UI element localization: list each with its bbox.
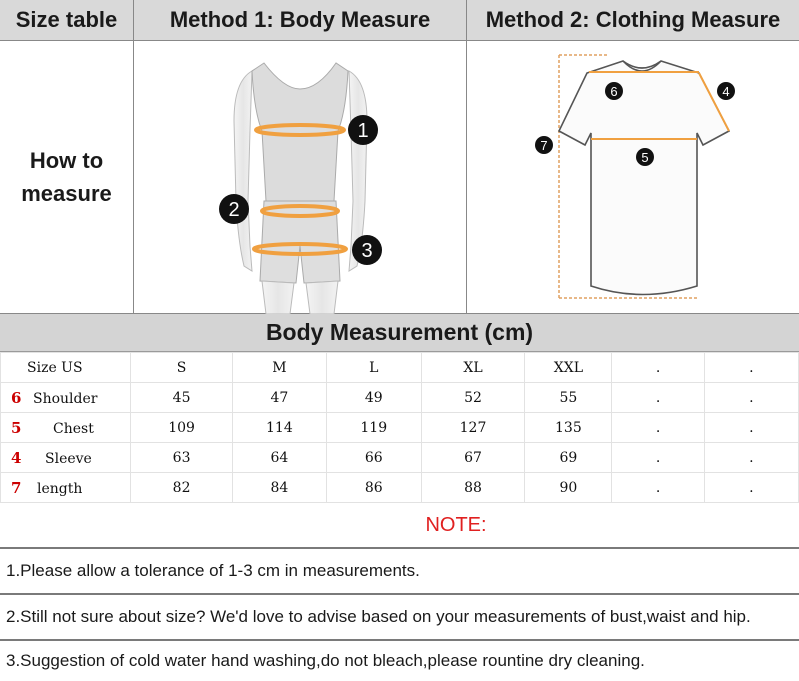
table-cell: . (612, 443, 704, 473)
note-title-area (0, 505, 799, 545)
clothing-measure-illustration (467, 41, 799, 314)
table-row (1, 413, 799, 443)
table-cell: 49 (326, 383, 421, 413)
row-label: Chest (53, 420, 94, 437)
table-cell: 127 (421, 413, 525, 443)
marker-6 (605, 82, 623, 100)
marker-4 (717, 82, 735, 100)
table-cell: 84 (232, 473, 326, 503)
note-text-3: 3.Suggestion of cold water hand washing,do not bleach,please rountine dry cleaning. (6, 651, 645, 670)
size-extra-header-1: . (612, 353, 704, 383)
svg-text:7: 7 (540, 138, 548, 153)
table-cell: 86 (326, 473, 421, 503)
shirt-figure-svg (467, 41, 799, 314)
svg-text:4: 4 (722, 84, 730, 99)
row-label: Shoulder (33, 390, 98, 407)
table-row (1, 443, 799, 473)
size-m-header: M (232, 353, 326, 383)
table-cell: 88 (421, 473, 525, 503)
method1-header (134, 0, 467, 41)
table-row (1, 383, 799, 413)
table-cell: 119 (326, 413, 421, 443)
row-number: 6 (11, 388, 22, 407)
marker-2 (219, 194, 249, 224)
table-cell: 114 (232, 413, 326, 443)
row-number: 7 (11, 478, 22, 497)
svg-text:2: 2 (228, 199, 240, 221)
table-cell: 69 (525, 443, 612, 473)
size-table-header (0, 0, 134, 41)
header-size-table-label: Size table (15, 7, 118, 32)
svg-text:3: 3 (361, 240, 373, 262)
table-row (1, 473, 799, 503)
row-number: 5 (11, 418, 22, 437)
size-us-header: Size US (1, 353, 131, 383)
svg-text:1: 1 (357, 120, 369, 142)
size-xl-header: XL (421, 353, 525, 383)
how-to-line2: measure (21, 181, 112, 206)
size-xxl-header: XXL (525, 353, 612, 383)
body-figure-svg (134, 41, 467, 314)
table-cell: 109 (131, 413, 233, 443)
note-text-1: 1.Please allow a tolerance of 1-3 cm in measurements. (6, 561, 420, 580)
body-measurement-title-bar (0, 314, 799, 352)
row-label: Sleeve (45, 450, 92, 467)
header-method2-label: Method 2: Clothing Measure (485, 7, 781, 32)
table-cell: 64 (232, 443, 326, 473)
row-number: 4 (11, 448, 22, 467)
row-label: length (37, 480, 83, 497)
table-cell: 63 (131, 443, 233, 473)
table-cell: . (704, 473, 798, 503)
table-cell: 135 (525, 413, 612, 443)
body-measure-illustration (134, 41, 467, 314)
table-cell: 66 (326, 443, 421, 473)
table-cell: 55 (525, 383, 612, 413)
table-cell: 90 (525, 473, 612, 503)
note-line-3 (0, 639, 799, 681)
marker-5 (636, 148, 654, 166)
table-cell: . (612, 413, 704, 443)
note-line-2 (0, 593, 799, 639)
marker-3 (352, 235, 382, 265)
tshirt-outline (559, 61, 729, 295)
method2-header (467, 0, 799, 41)
right-leg-shape (306, 281, 338, 314)
table-cell: . (612, 473, 704, 503)
size-table (0, 352, 799, 503)
table-cell: . (704, 383, 798, 413)
table-cell: 52 (421, 383, 525, 413)
size-table-header-row (1, 353, 799, 383)
size-extra-header-2: . (704, 353, 798, 383)
size-l-header: L (326, 353, 421, 383)
table-cell: . (704, 443, 798, 473)
marker-7 (535, 136, 553, 154)
how-to-measure-cell (0, 41, 134, 314)
how-to-line1: How to (29, 148, 104, 173)
left-leg-shape (262, 281, 294, 314)
marker-1 (348, 115, 378, 145)
table-cell: 45 (131, 383, 233, 413)
table-cell: . (704, 413, 798, 443)
table-cell: 67 (421, 443, 525, 473)
left-arm-shape (234, 71, 252, 271)
header-method1-label: Method 1: Body Measure (169, 7, 431, 32)
table-cell: 82 (131, 473, 233, 503)
body-measurement-title: Body Measurement (cm) (265, 319, 534, 345)
note-title: NOTE: (425, 513, 487, 536)
table-cell: . (612, 383, 704, 413)
svg-text:5: 5 (641, 150, 649, 165)
size-s-header: S (131, 353, 233, 383)
table-cell: 47 (232, 383, 326, 413)
note-line-1 (0, 547, 799, 593)
svg-text:6: 6 (610, 84, 618, 99)
note-text-2: 2.Still not sure about size? We'd love to advise based on your measurements of bust,waist and hip. (6, 607, 751, 626)
